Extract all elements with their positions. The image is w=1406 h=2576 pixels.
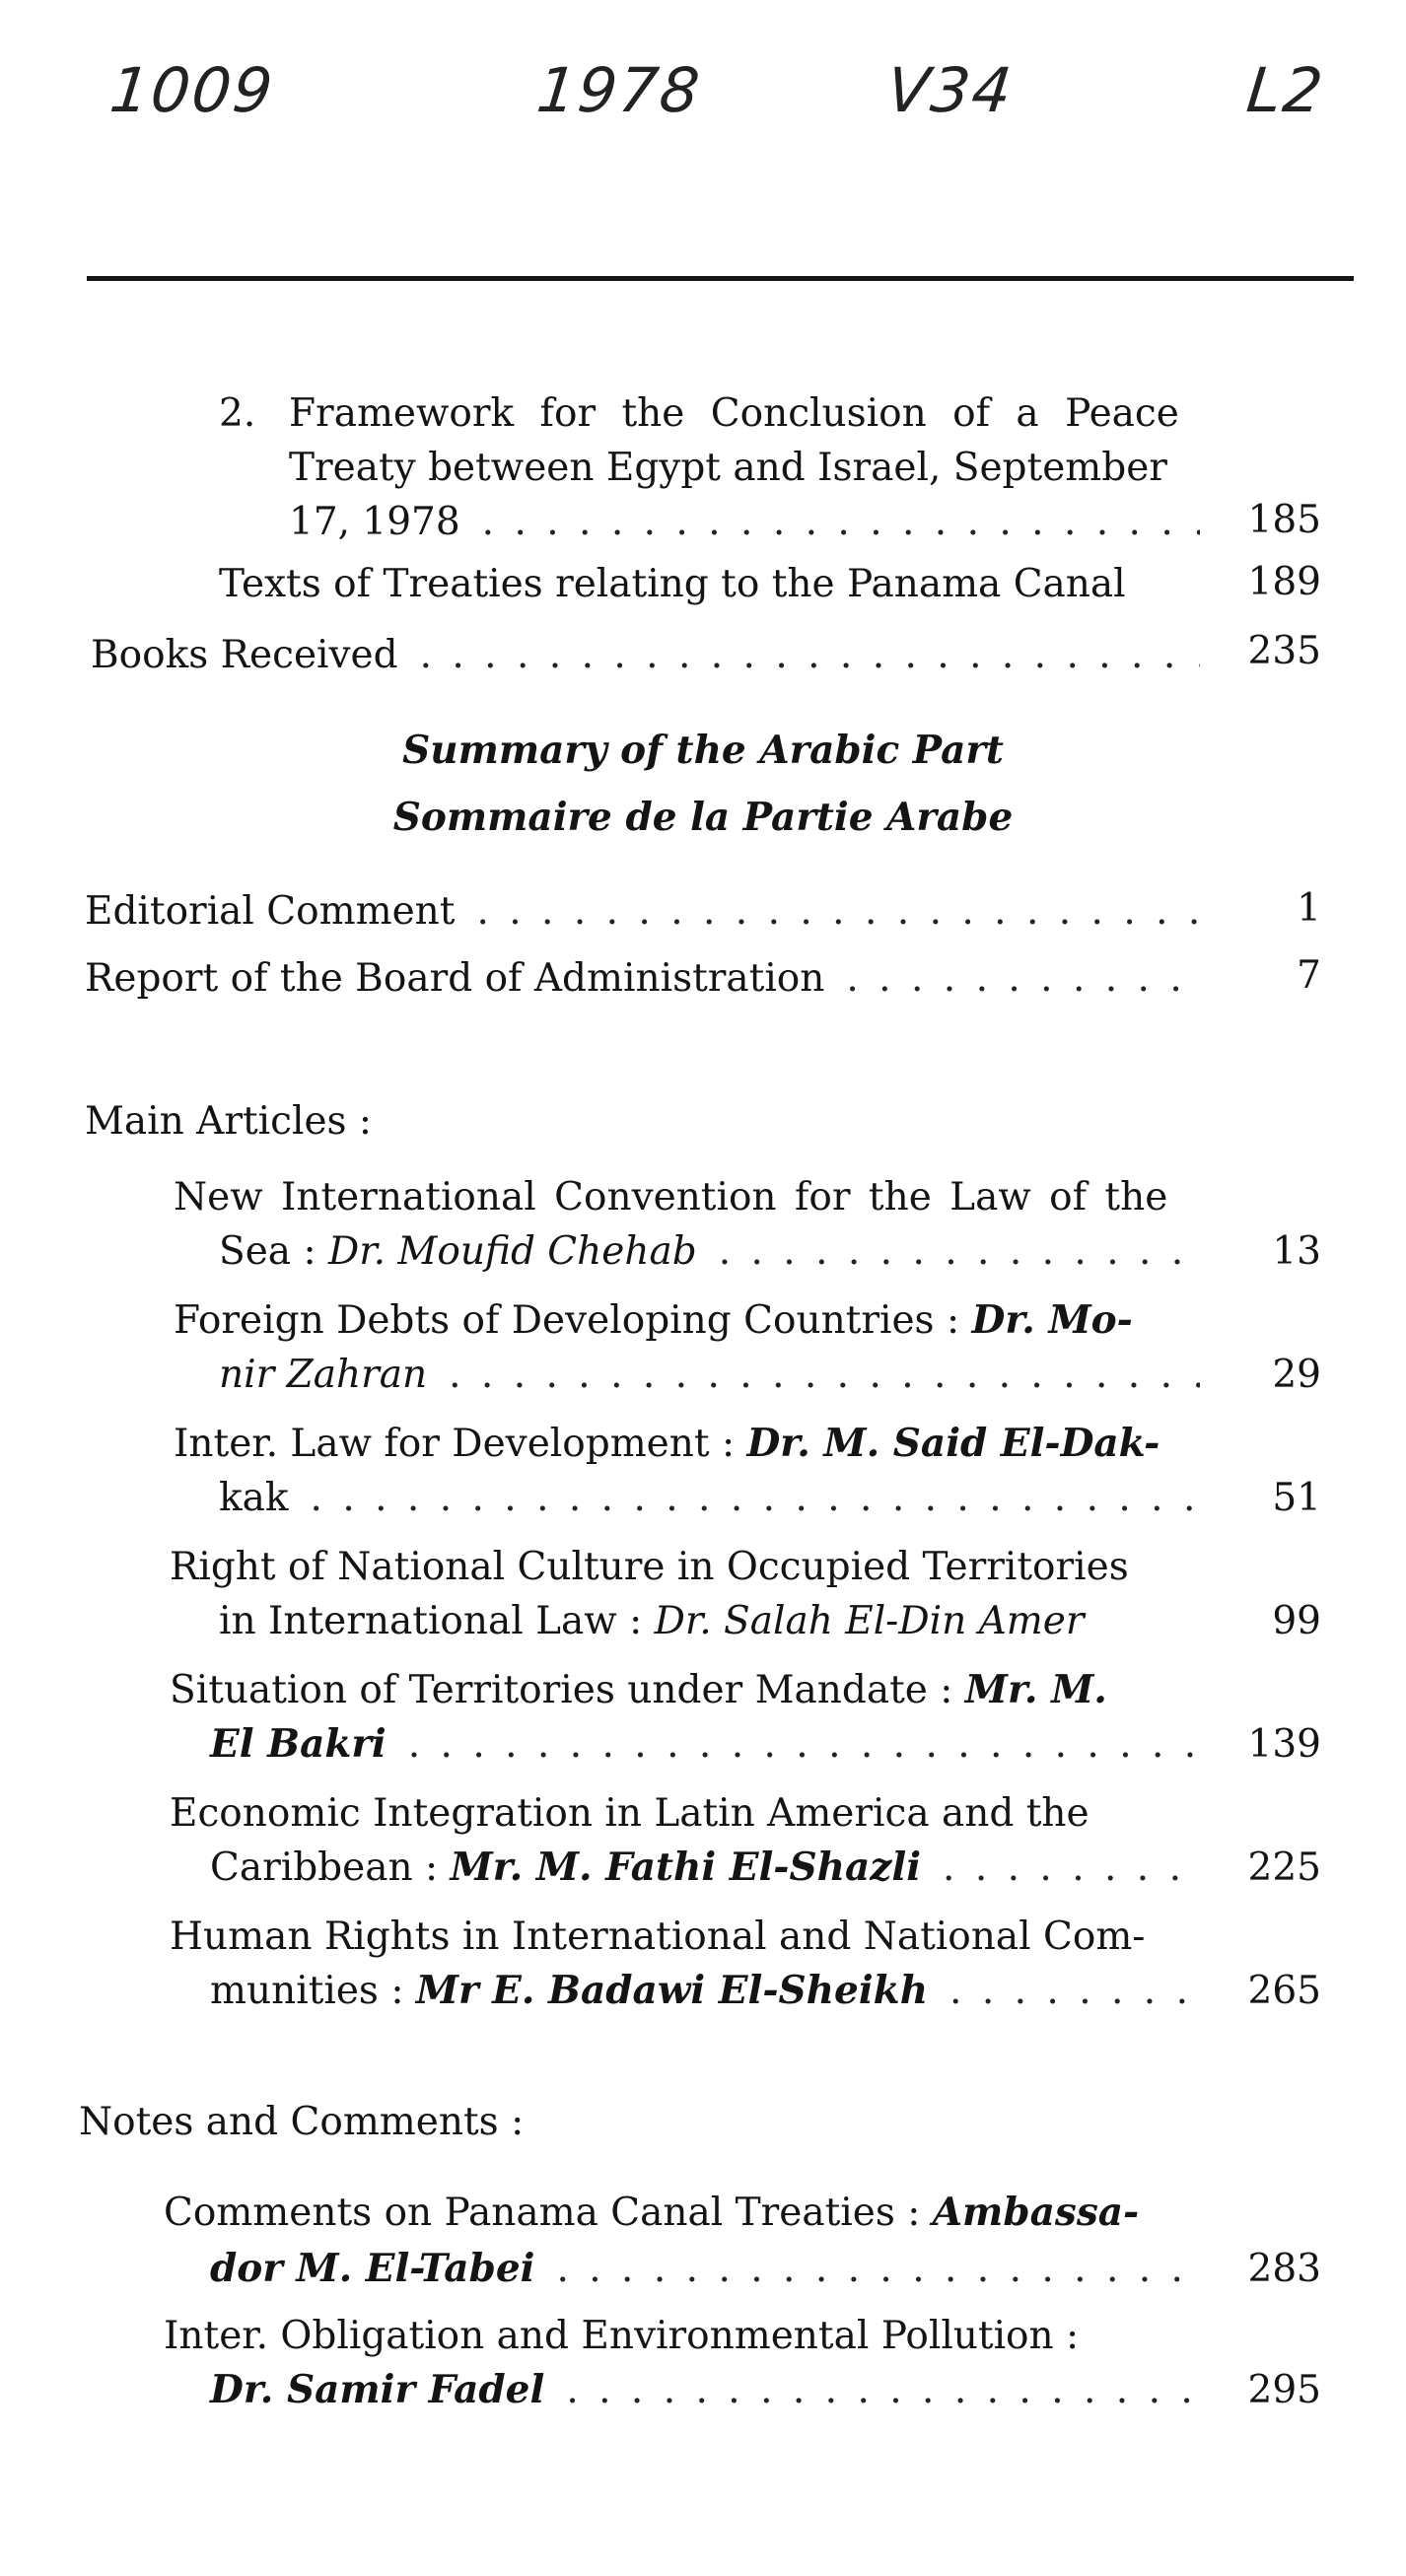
leader-dots bbox=[949, 1972, 1200, 2010]
note-1-line2 bbox=[210, 2246, 1216, 2291]
editorial-comment-entry bbox=[85, 889, 1216, 934]
article-2-page: 29 bbox=[1272, 1353, 1321, 1397]
main-articles-heading: Main Articles : bbox=[85, 1099, 373, 1144]
board-report-title: Report of the Board of Administration bbox=[85, 956, 825, 1001]
treaty-2-date: 17, 1978 bbox=[289, 500, 460, 544]
treaty-2-line2: Treaty between Egypt and Israel, September bbox=[289, 446, 1167, 490]
handwritten-note-1: 1009 bbox=[106, 54, 278, 126]
leader-dots bbox=[420, 636, 1200, 674]
header-rule bbox=[87, 276, 1354, 281]
leader-dots bbox=[846, 959, 1200, 998]
notes-heading: Notes and Comments : bbox=[79, 2100, 525, 2144]
handwritten-note-3: V34 bbox=[883, 54, 1018, 126]
panama-treaties-title: Texts of Treaties relating to the Panama Canal bbox=[219, 562, 1126, 606]
article-4-page: 99 bbox=[1272, 1599, 1321, 1643]
leader-dots bbox=[449, 1356, 1200, 1394]
treaty-2-page: 185 bbox=[1247, 498, 1321, 542]
article-5-line2 bbox=[210, 1721, 1216, 1767]
article-2-author-part2: nir Zahran bbox=[219, 1353, 428, 1397]
books-received-entry bbox=[91, 633, 1216, 677]
article-3-line2 bbox=[219, 1476, 1216, 1520]
article-6-page: 225 bbox=[1247, 1845, 1321, 1890]
note-2-line1: Inter. Obligation and Environmental Pollution : bbox=[164, 2314, 1080, 2358]
summary-heading-english: Summary of the Arabic Part bbox=[402, 728, 1004, 773]
panama-treaties-page: 189 bbox=[1247, 560, 1321, 604]
leader-dots bbox=[408, 1725, 1200, 1764]
article-2-line2 bbox=[219, 1353, 1216, 1397]
treaty-2-number: 2. bbox=[219, 391, 256, 436]
treaty-2-line3 bbox=[289, 500, 1216, 544]
article-4-author: Dr. Salah El-Din Amer bbox=[654, 1599, 1085, 1643]
article-6-title: Caribbean : Mr. M. Fathi El-Shazli bbox=[210, 1845, 922, 1890]
article-5-author-part1: Mr. M. bbox=[964, 1667, 1107, 1712]
article-3-page: 51 bbox=[1272, 1476, 1321, 1520]
note-2-page: 295 bbox=[1247, 2368, 1321, 2412]
handwritten-note-2: 1978 bbox=[533, 54, 705, 126]
note-2-line2 bbox=[210, 2367, 1216, 2412]
article-2-line1: Foreign Debts of Developing Countries : Dr. Mo- bbox=[174, 1297, 1133, 1343]
article-1-author: Dr. Moufid Chehab bbox=[327, 1229, 697, 1274]
article-7-page: 265 bbox=[1247, 1969, 1321, 2013]
article-5-line1: Situation of Territories under Mandate : Mr. M. bbox=[170, 1667, 1107, 1712]
article-6-line1: Economic Integration in Latin America and the bbox=[170, 1791, 1090, 1836]
leader-dots bbox=[943, 1848, 1200, 1887]
article-1-title: Sea : Dr. Moufid Chehab bbox=[219, 1229, 697, 1274]
article-3-line1: Inter. Law for Development : Dr. M. Said El-Dak- bbox=[174, 1421, 1160, 1466]
editorial-comment-page: 1 bbox=[1297, 886, 1321, 931]
article-7-title: munities : Mr E. Badawi El-Sheikh bbox=[210, 1968, 929, 2013]
article-7-line1: Human Rights in International and National Com- bbox=[170, 1915, 1146, 1959]
article-7-line2 bbox=[210, 1968, 1216, 2013]
note-1-line1: Comments on Panama Canal Treaties : Ambassa- bbox=[164, 2190, 1140, 2235]
leader-dots bbox=[566, 2371, 1200, 2409]
handwritten-note-4: L2 bbox=[1243, 54, 1328, 126]
board-report-entry bbox=[85, 956, 1216, 1001]
note-1-author-part2: dor M. El-Tabei bbox=[210, 2246, 535, 2291]
article-4-line1: Right of National Culture in Occupied Territories bbox=[170, 1545, 1129, 1589]
article-6-line2 bbox=[210, 1845, 1216, 1890]
board-report-page: 7 bbox=[1297, 953, 1321, 998]
editorial-comment-title: Editorial Comment bbox=[85, 889, 456, 934]
treaty-2-line1: Framework for the Conclusion of a Peace bbox=[289, 391, 1179, 436]
article-3-title-end: kak bbox=[219, 1476, 289, 1520]
books-received-page: 235 bbox=[1247, 629, 1321, 673]
leader-dots bbox=[476, 892, 1200, 931]
books-received-title: Books Received bbox=[91, 633, 398, 677]
article-6-author: Mr. M. Fathi El-Shazli bbox=[450, 1845, 922, 1890]
article-7-author: Mr E. Badawi El-Sheikh bbox=[415, 1968, 929, 2013]
article-1-line1: New International Convention for the Law of the bbox=[174, 1175, 1168, 1219]
note-2-author: Dr. Samir Fadel bbox=[210, 2367, 545, 2412]
leader-dots bbox=[482, 503, 1200, 541]
article-4-line2: in International Law : Dr. Salah El-Din Amer bbox=[219, 1599, 1085, 1643]
leader-dots bbox=[311, 1479, 1200, 1517]
note-1-author-part1: Ambassa- bbox=[932, 2190, 1140, 2235]
article-1-line2 bbox=[219, 1229, 1216, 1274]
article-1-page: 13 bbox=[1272, 1229, 1321, 1274]
article-5-author-part2: El Bakri bbox=[210, 1721, 387, 1767]
article-3-author: Dr. M. Said El-Dak- bbox=[746, 1421, 1160, 1466]
article-5-page: 139 bbox=[1247, 1722, 1321, 1767]
note-1-page: 283 bbox=[1247, 2247, 1321, 2291]
leader-dots bbox=[719, 1232, 1200, 1271]
article-2-author-part1: Dr. Mo- bbox=[971, 1297, 1133, 1343]
summary-heading-french: Sommaire de la Partie Arabe bbox=[392, 795, 1014, 840]
leader-dots bbox=[556, 2250, 1200, 2288]
